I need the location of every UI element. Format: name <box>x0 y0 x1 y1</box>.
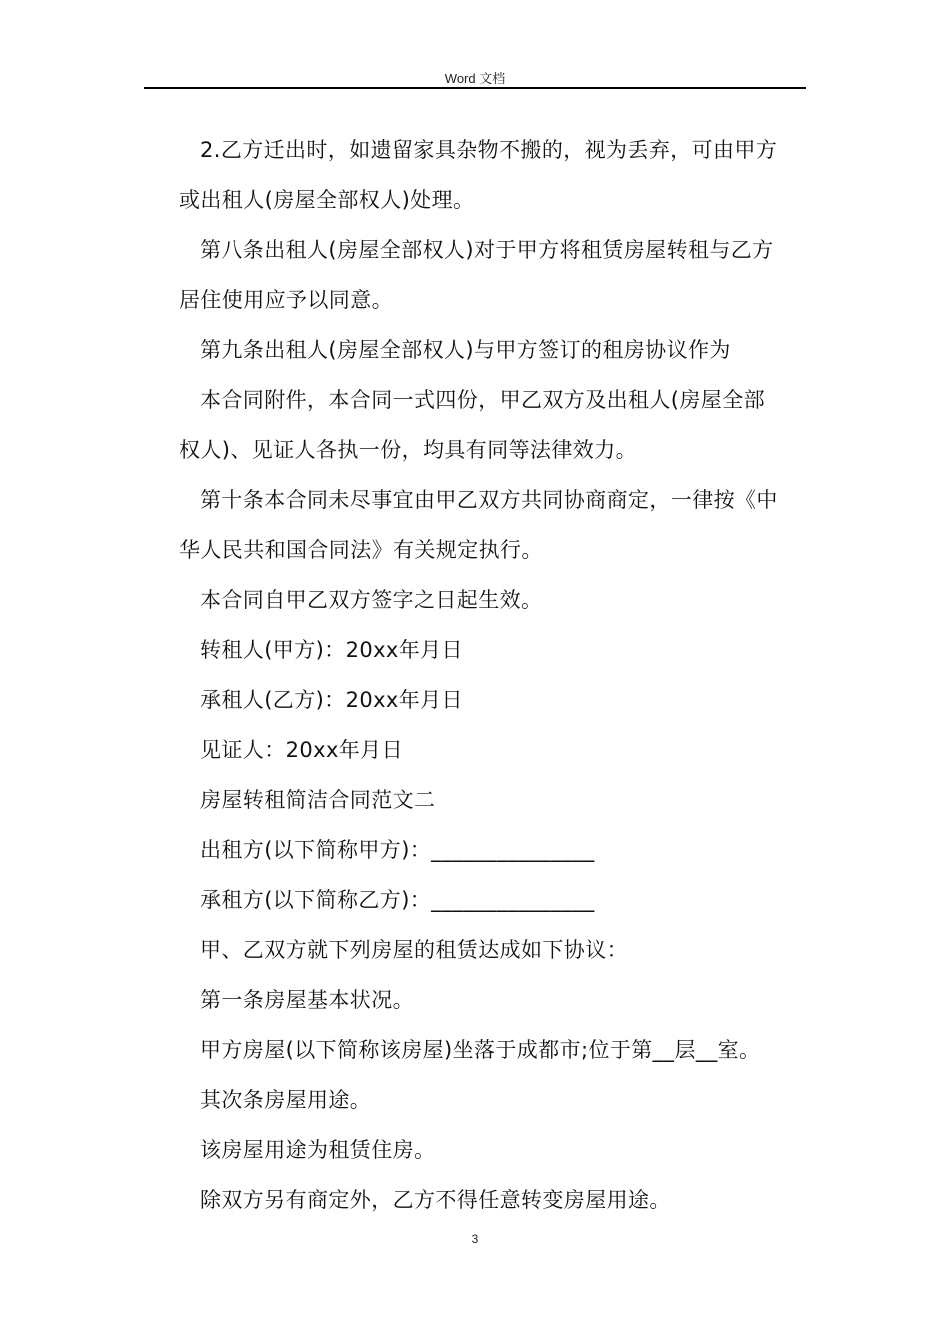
party-a-line: 出租方(以下简称甲方)：_______________ <box>200 838 595 862</box>
text-line: 甲方房屋(以下简称该房屋)坐落于成都市;位于第__层__室。 <box>200 1038 761 1062</box>
text-line: 权人)、见证人各执一份，均具有同等法律效力。 <box>179 438 637 462</box>
party-b-line: 承租方(以下简称乙方)：_______________ <box>200 888 595 912</box>
document-body <box>179 125 809 1225</box>
text-line: 第一条房屋基本状况。 <box>200 988 414 1012</box>
signature-line-witness: 见证人：20xx年月日 <box>200 738 403 762</box>
text-line: 第十条本合同未尽事宜由甲乙双方共同协商商定，一律按《中 <box>200 488 778 512</box>
text-line: 本合同附件，本合同一式四份，甲乙双方及出租人(房屋全部 <box>200 388 765 412</box>
text-line: 居住使用应予以同意。 <box>179 288 393 312</box>
text-line: 除双方另有商定外，乙方不得任意转变房屋用途。 <box>200 1188 671 1212</box>
text-line: 其次条房屋用途。 <box>200 1088 372 1112</box>
text-line: 第九条出租人(房屋全部权人)与甲方签订的租房协议作为 <box>200 338 731 362</box>
text-line: 甲、乙双方就下列房屋的租赁达成如下协议： <box>200 938 628 962</box>
page-header-title: Word 文档 <box>444 71 506 86</box>
section-title: 房屋转租简洁合同范文二 <box>200 788 436 812</box>
signature-line-lessee: 承租人(乙方)：20xx年月日 <box>200 688 463 712</box>
text-line: 第八条出租人(房屋全部权人)对于甲方将租赁房屋转租与乙方 <box>200 238 774 262</box>
text-line: 华人民共和国合同法》有关规定执行。 <box>179 538 543 562</box>
page-number: 3 <box>471 1232 479 1246</box>
header-divider <box>144 87 806 89</box>
signature-line-sublessor: 转租人(甲方)：20xx年月日 <box>200 638 463 662</box>
text-line: 本合同自甲乙双方签字之日起生效。 <box>200 588 543 612</box>
text-line: 2.乙方迁出时，如遗留家具杂物不搬的，视为丢弃，可由甲方 <box>200 138 778 162</box>
text-line: 或出租人(房屋全部权人)处理。 <box>179 188 475 212</box>
text-line: 该房屋用途为租赁住房。 <box>200 1138 436 1162</box>
